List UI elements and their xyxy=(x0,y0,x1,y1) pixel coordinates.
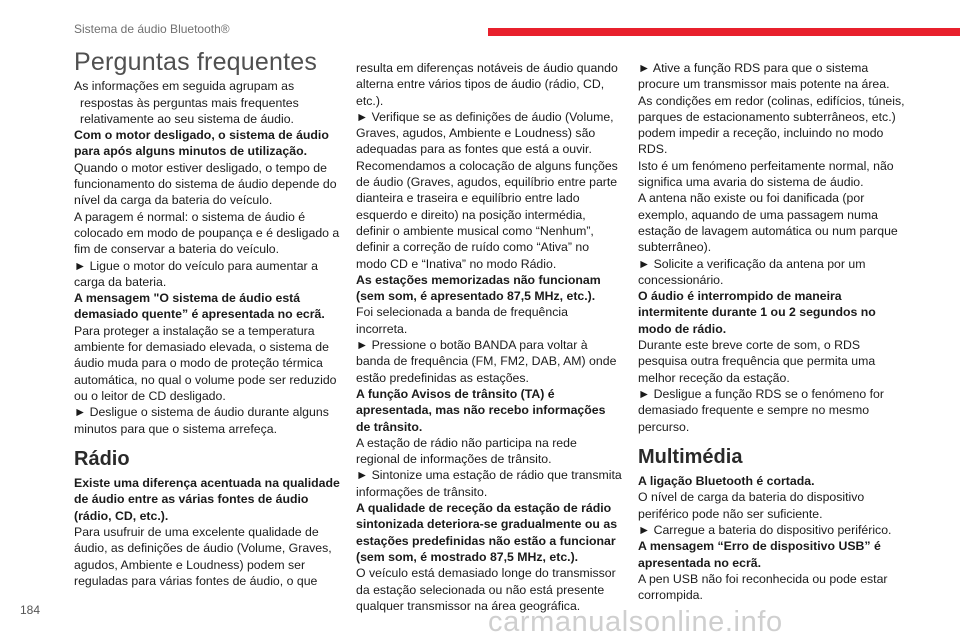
action-text: ► Desligue a função RDS se o fenómeno for demasiado frequente e sempre no mesmo percurso. xyxy=(638,386,884,434)
action-text: ► Desligue o sistema de áudio durante alguns minutos para que o sistema arrefeça. xyxy=(74,405,329,436)
answer-text: Durante este breve corte de som, o RDS pesquisa outra frequência que permita uma melhor receção da estação. xyxy=(638,338,876,385)
action-text: ► Pressione o botão BANDA para voltar à banda de frequência (FM, FM2, DAB, AM) onde estão predefinidas as estações. xyxy=(356,338,617,385)
answer-text: Quando o motor estiver desligado, o tempo de funcionamento do sistema de áudio depende do nível da carga da bateria do veículo. xyxy=(74,160,337,208)
question-text: A qualidade de receção da estação de rádio sintonizada deteriora-se gradualmente ou as estações predefinidas não estão a funcionar (sem som, é mostrado 87,5 MHz, etc.). xyxy=(356,501,618,564)
answer-text: resulta em diferenças notáveis de áudio quando alterna entre vários tipos de áudio (rádio, CD, etc.). xyxy=(356,61,618,108)
answer-text: Para usufruir de uma excelente qualidade de áudio, as definições de áudio (Volume, Graves, agudos, Ambiente e Loudness) podem ser reguladas para várias fontes de áudio, o que xyxy=(74,525,332,588)
answer-text: O nível de carga da bateria do dispositivo periférico pode não ser suficiente. xyxy=(638,490,865,521)
question-text: Com o motor desligado, o sistema de áudio para após alguns minutos de utilização. xyxy=(74,128,329,159)
section-heading-multimedia: Multimédia xyxy=(638,445,743,468)
action-text: ► Sintonize uma estação de rádio que transmita informações de trânsito. xyxy=(356,468,622,499)
answer-text: A paragem é normal: o sistema de áudio é colocado em modo de poupança e é desligado a fim de conservar a bateria do veículo. xyxy=(74,209,340,257)
header-accent-bar xyxy=(488,28,960,36)
column-2 xyxy=(356,60,622,614)
column-1 xyxy=(74,48,340,589)
answer-text: A estação de rádio não participa na rede regional de informações de trânsito. xyxy=(356,435,577,467)
question-text: Existe uma diferença acentuada na qualidade de áudio entre as várias fontes de áudio (rádio, CD, etc.). xyxy=(74,476,340,523)
action-text: ► Ligue o motor do veículo para aumentar a carga da bateria. xyxy=(74,258,318,289)
running-header: Sistema de áudio Bluetooth® xyxy=(74,22,230,36)
question-text: A mensagem “Erro de dispositivo USB” é apresentada no ecrã. xyxy=(638,539,881,570)
answer-text: A pen USB não foi reconhecida ou pode estar corrompida. xyxy=(638,571,888,603)
question-text: A ligação Bluetooth é cortada. xyxy=(638,474,815,489)
action-text: ► Carregue a bateria do dispositivo periférico. xyxy=(638,523,892,538)
intro-text: As informações em seguida agrupam as respostas às perguntas mais frequentes relativamente ao seu sistema de áudio. xyxy=(74,79,299,126)
question-text: A mensagem "O sistema de áudio está demasiado quente” é apresentada no ecrã. xyxy=(74,291,325,322)
answer-text: O veículo está demasiado longe do transmissor da estação selecionada ou não está presente qualquer transmissor na área geográfica. xyxy=(356,566,616,613)
watermark: carmanualsonline.info xyxy=(488,606,783,638)
answer-text: Para proteger a instalação se a temperatura ambiente for demasiado elevada, o sistema de áudio muda para o modo de proteção térmica automática, no qual o volume pode ser reduzido ou o leitor de CD desligado. xyxy=(74,323,337,403)
action-text: ► Verifique se as definições de áudio (Volume, Graves, agudos, Ambiente e Loudness) são adequadas para as fontes que está a ouvir. Recomendamos a colocação de alguns funções de áudio (Graves, agudos, equilíbrio entre parte dianteira e traseira e equilíbrio entre lado esquerdo e direito) na posição intermédia, definir o ambiente musical como “Nenhum”, definir a correção de ruído como “Ativa” no modo CD e “Inativa” no modo Rádio. xyxy=(356,109,618,271)
answer-text: A antena não existe ou foi danificada (por exemplo, aquando de uma passagem numa estação de lavagem automática ou num parque subterrâneo). xyxy=(638,191,898,255)
column-3 xyxy=(638,60,906,604)
action-text: ► Ative a função RDS para que o sistema procure um transmissor mais potente na área. As condições em redor (colinas, edifícios, túneis, parques de estacionamento subterrâneos, etc.) podem impedir a receção, incluindo no modo RDS. xyxy=(638,61,905,157)
question-text: O áudio é interrompido de maneira intermitente durante 1 ou 2 segundos no modo de rádio. xyxy=(638,289,876,336)
answer-text: Foi selecionada a banda de frequência incorreta. xyxy=(356,305,568,336)
section-heading-radio: Rádio xyxy=(74,447,130,470)
question-text: As estações memorizadas não funcionam (sem som, é apresentado 87,5 MHz, etc.). xyxy=(356,272,601,304)
action-text: ► Solicite a verificação da antena por um concessionário. xyxy=(638,256,866,287)
question-text: A função Avisos de trânsito (TA) é apresentada, mas não recebo informações de trânsito. xyxy=(356,386,606,434)
page-title: Perguntas frequentes xyxy=(74,48,318,76)
answer-text: Isto é um fenómeno perfeitamente normal, não significa uma avaria do sistema de áudio. xyxy=(638,158,894,190)
page-number: 184 xyxy=(20,603,41,617)
